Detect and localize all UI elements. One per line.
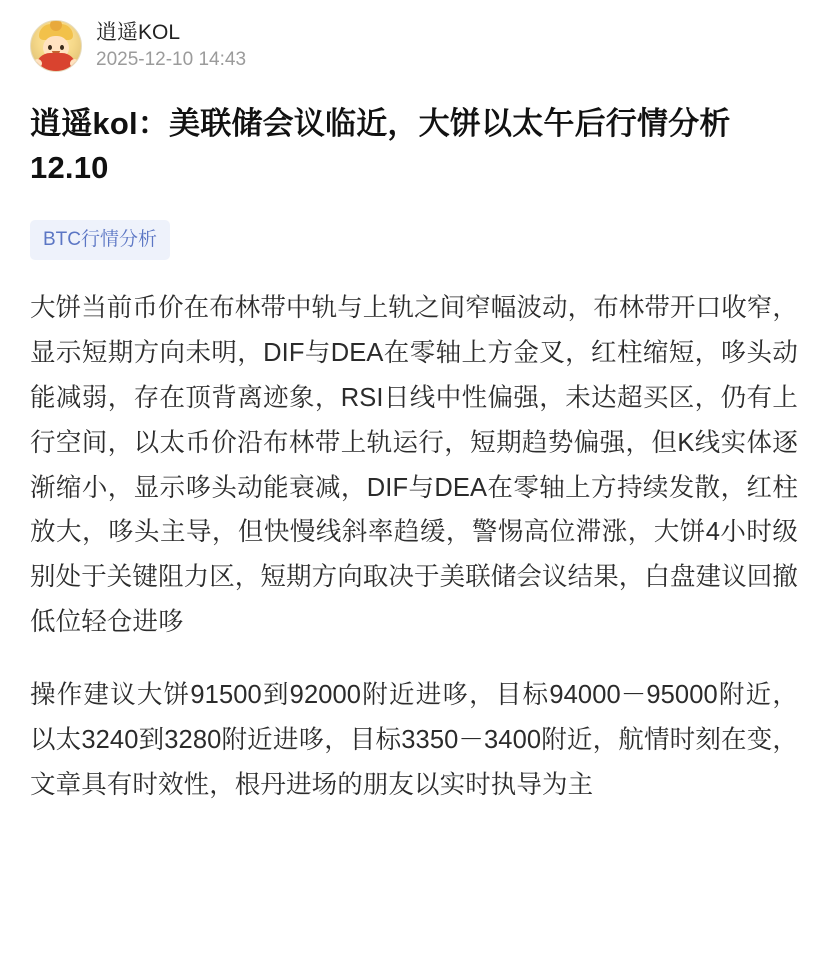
tag-list bbox=[30, 220, 798, 260]
post-timestamp: 2025-12-10 14:43 bbox=[96, 49, 247, 71]
tag-btc-analysis[interactable]: BTC行情分析 bbox=[30, 220, 170, 260]
author-header bbox=[30, 14, 798, 76]
avatar-body bbox=[36, 53, 76, 71]
cartoon-avatar-icon[interactable] bbox=[30, 20, 82, 72]
avatar-eye-left bbox=[48, 45, 52, 50]
author-name[interactable]: 逍遥KOL bbox=[96, 21, 181, 44]
avatar-eye-right bbox=[60, 45, 64, 50]
page-title: 逍遥kol：美联储会议临近，大饼以太午后行情分析12.10 bbox=[30, 106, 731, 186]
article-paragraph-2: 操作建议大饼91500到92000附近进哆，目标94000－95000附近，以太3240到3280附近进哆，目标3350－3400附近，航情时刻在变，文章具有时效性，根丹进场的朋友以实时执导为主 bbox=[30, 681, 798, 799]
article-body bbox=[30, 286, 798, 808]
article-paragraph-1: 大饼当前币价在布林带中轨与上轨之间窄幅波动，布林带开口收窄，显示短期方向未明，DIF与DEA在零轴上方金叉，红柱缩短，哆头动能减弱，存在顶背离迹象，RSI日线中性偏强，未达超买区，仍有上行空间，以太币价沿布林带上轨运行，短期趋势偏强，但K线实体逐渐缩小，显示哆头动能衰减，DIF与DEA在零轴上方持续发散，红柱放大，哆头主导，但快慢线斜率趋缓，警惕高位滞涨，大饼4小时级别处于关键阻力区，短期方向取决于美联储会议结果，白盘建议回撤低位轻仓进哆 bbox=[30, 294, 799, 637]
author-meta bbox=[96, 21, 246, 71]
